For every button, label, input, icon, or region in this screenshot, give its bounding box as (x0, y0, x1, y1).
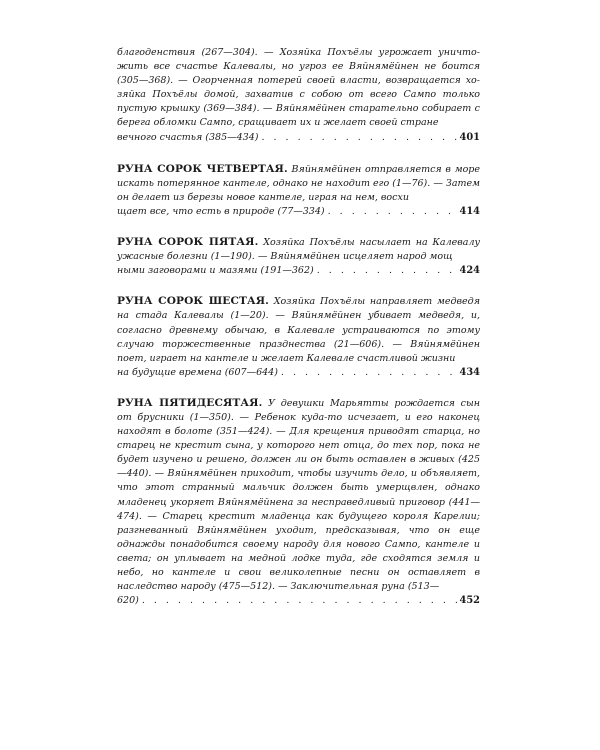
entry-summary-end: вечного счастья (385—434) (117, 131, 259, 143)
toc-entry-continuation (117, 46, 480, 145)
toc-entry-rune-50 (117, 396, 480, 608)
entry-summary: Хозяйка Похъёлы направляет медведя на стада Калевалы (1—20). — Вяйнямёйнен убивает медведя, и, согласно древнему обычаю, в Калевале устраиваются по этому случаю торжественные празднества (21—606). — Вяйнямёйнен поет, играет на кантеле и желает Калевале счастливой жизни (117, 296, 480, 364)
entry-summary-end: 620) (117, 595, 139, 607)
toc-entry-rune-44 (117, 162, 480, 219)
entry-summary-end: на будущие времена (607—644) (117, 366, 278, 378)
dot-leader (139, 594, 460, 608)
dot-leader (325, 205, 460, 219)
table-of-contents-page (117, 46, 480, 624)
entry-summary: У девушки Марьятты рождается сын от брусники (1—350). — Ребенок куда-то исчезает, и его наконец находят в болоте (351—424). — Для крещения приводят старца, но старец не крестит сына, у которого нет отца, до тех пор, пока не будет изучено и решено, должен ли он быть оставлен в живых (425—440). — Вяйнямёйнен приходит, чтобы изучить дело, и объявляет, что этот странный мальчик должен быть умерщвлен, однако младенец укоряет Вяйнямёйнена за несправедливый приговор (441—474). — Старец крестит младенца как будущего короля Карелии; разгневанный Вяйнямёйнен уходит, предсказывая, что он еще однажды понадобится своему народу для нового Сампо, кантеле и света; он уплывает на медной лодке туда, где сходятся земля и небо, но кантеле и свои великолепные песни он оставляет в наследство народу (475—512). — Заключительная руна (513— (117, 397, 480, 593)
page-number: 452 (459, 595, 480, 607)
page-number: 424 (459, 265, 480, 277)
entry-summary: Вяйнямёйнен отправляется в море искать потерянное кантеле, однако не находит его (1—76). — Затем он делает из березы новое кантеле, играя на нем, восхи (117, 163, 480, 203)
dot-leader (278, 366, 460, 380)
entry-summary: Хозяйка Похъёлы насылает на Калевалу ужасные болезни (1—190). — Вяйнямёйнен исцеляет народ мощ (117, 237, 481, 263)
entry-last-line (117, 264, 480, 278)
entry-summary-end: ными заговорами и мазями (191—362) (117, 265, 314, 277)
entry-last-line (117, 366, 480, 380)
page-number: 401 (459, 131, 480, 143)
entry-last-line (117, 205, 480, 219)
entry-heading: РУНА СОРОК ШЕСТАЯ. (117, 295, 269, 308)
page-number: 434 (459, 366, 480, 378)
entry-heading: РУНА ПЯТИДЕСЯТАЯ. (117, 396, 263, 409)
toc-entry-rune-45 (117, 235, 480, 278)
entry-summary: благоденствия (267—304). — Хозяйка Похъёлы угрожает уничтожить все счастье Калевалы, но угроз ее Вяйнямёйнен не боится (305—368). — Огорченная потерей своей власти, возвращается хозяйка Похъёлы домой, захватив с собою от всего Сампо только пустую крышку (369—384). — Вяйнямёйнен старательно собирает с берега обломки Сампо, сращивает их и желает своей стране (117, 47, 480, 129)
entry-heading: РУНА СОРОК ПЯТАЯ. (117, 236, 259, 249)
dot-leader (258, 131, 459, 145)
entry-last-line (117, 594, 480, 608)
page-number: 414 (459, 205, 480, 217)
entry-heading: РУНА СОРОК ЧЕТВЕРТАЯ. (117, 162, 288, 175)
dot-leader (314, 264, 460, 278)
entry-summary-end: щает все, что есть в природе (77—334) (117, 205, 325, 217)
entry-last-line (117, 131, 480, 145)
toc-entry-rune-46 (117, 294, 480, 380)
